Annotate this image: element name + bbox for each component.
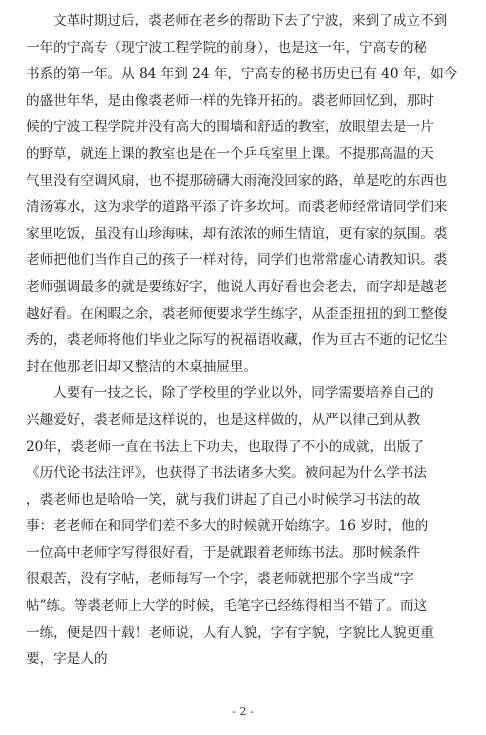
text-line: 人要有一技之长，除了学校里的学业以外，同学需要培养自己的 — [53, 385, 434, 402]
text-line: 的野草，就连上课的教室也是在一个乒乓室里上课。不提那高温的天 — [26, 145, 434, 162]
document-body — [26, 8, 462, 673]
text-line: 兴趣爱好，裘老师是这样说的，也是这样做的，从严以律己到从教 — [26, 411, 421, 428]
text-line: 老师强调最多的就是要练好字，他说人再好看也会老去，而字却是越老 — [26, 278, 448, 295]
page-number: - 2 - — [232, 705, 254, 718]
text-line: 事：老老师在和同学们差不多大的时候就开始练字。16 岁时，他的 — [26, 518, 429, 535]
text-line: 一位高中老师字写得很好看，于是就跟着老师练书法。那时候条件 — [26, 544, 421, 561]
paragraph-1 — [26, 8, 462, 380]
text-line: 一年的宁高专（现宁波工程学院的前身），也是这一年，宁高专的秘 — [26, 39, 428, 56]
text-line: 老师把他们当作自己的孩子一样对待，同学们也常常虚心请教知识。裘 — [26, 252, 448, 269]
text-line: 帖”练。等裘老师上大学的时候，毛笔字已经练得相当不错了。而这 — [26, 598, 428, 615]
text-line: 秀的，裘老师将他们毕业之际写的祝福语收藏，作为亘古不逝的记忆尘 — [26, 332, 448, 349]
text-line: 《历代论书法注评》，也获得了书法诸多大奖。被问起为什么学书法 — [26, 465, 428, 482]
paragraph-2 — [26, 380, 462, 673]
text-line: 气里没有空调风扇，也不提那磅礴大雨淹没回家的路，单是吃的东西也 — [26, 172, 448, 189]
text-line: 清汤寡水，这为求学的道路平添了许多坎坷。而裘老师经常请同学们来 — [26, 199, 448, 216]
text-line: 文革时期过后，裘老师在老乡的帮助下去了宁波，来到了成立不到 — [53, 13, 448, 29]
text-line: 的盛世年华，是由像裘老师一样的先锋开拓的。裘老师回忆到，那时 — [26, 92, 434, 109]
text-line: 要，字是人的 — [26, 651, 108, 668]
text-line: 一练，便是四十载！老师说，人有人貌，字有字貌，字貌比人貌更重 — [26, 624, 434, 641]
text-line: 越好看。在闲暇之余，裘老师便要求学生练字，从歪歪扭扭的到工整俊 — [26, 305, 448, 322]
text-line: 很艰苦，没有字帖，老师每写一个字，裘老师就把那个字当成“字 — [26, 571, 414, 588]
text-line: 20年，裘老师一直在书法上下功夫，也取得了不小的成就，出版了 — [26, 438, 424, 455]
text-line: 家里吃饭，虽没有山珍海味，却有浓浓的师生情谊，更有家的氛围。裘 — [26, 225, 448, 242]
text-line: 书系的第一年。从 84 年到 24 年，宁高专的秘书历史已有 40 年，如今 — [26, 66, 458, 83]
text-line: ，裘老师也是哈哈一笑，就与我们讲起了自己小时候学习书法的故 — [26, 491, 421, 508]
text-line: 封在他那老旧却又整洁的木桌抽屉里。 — [26, 358, 258, 375]
text-line: 候的宁波工程学院并没有高大的围墙和舒适的教室，放眼望去是一片 — [26, 119, 434, 136]
